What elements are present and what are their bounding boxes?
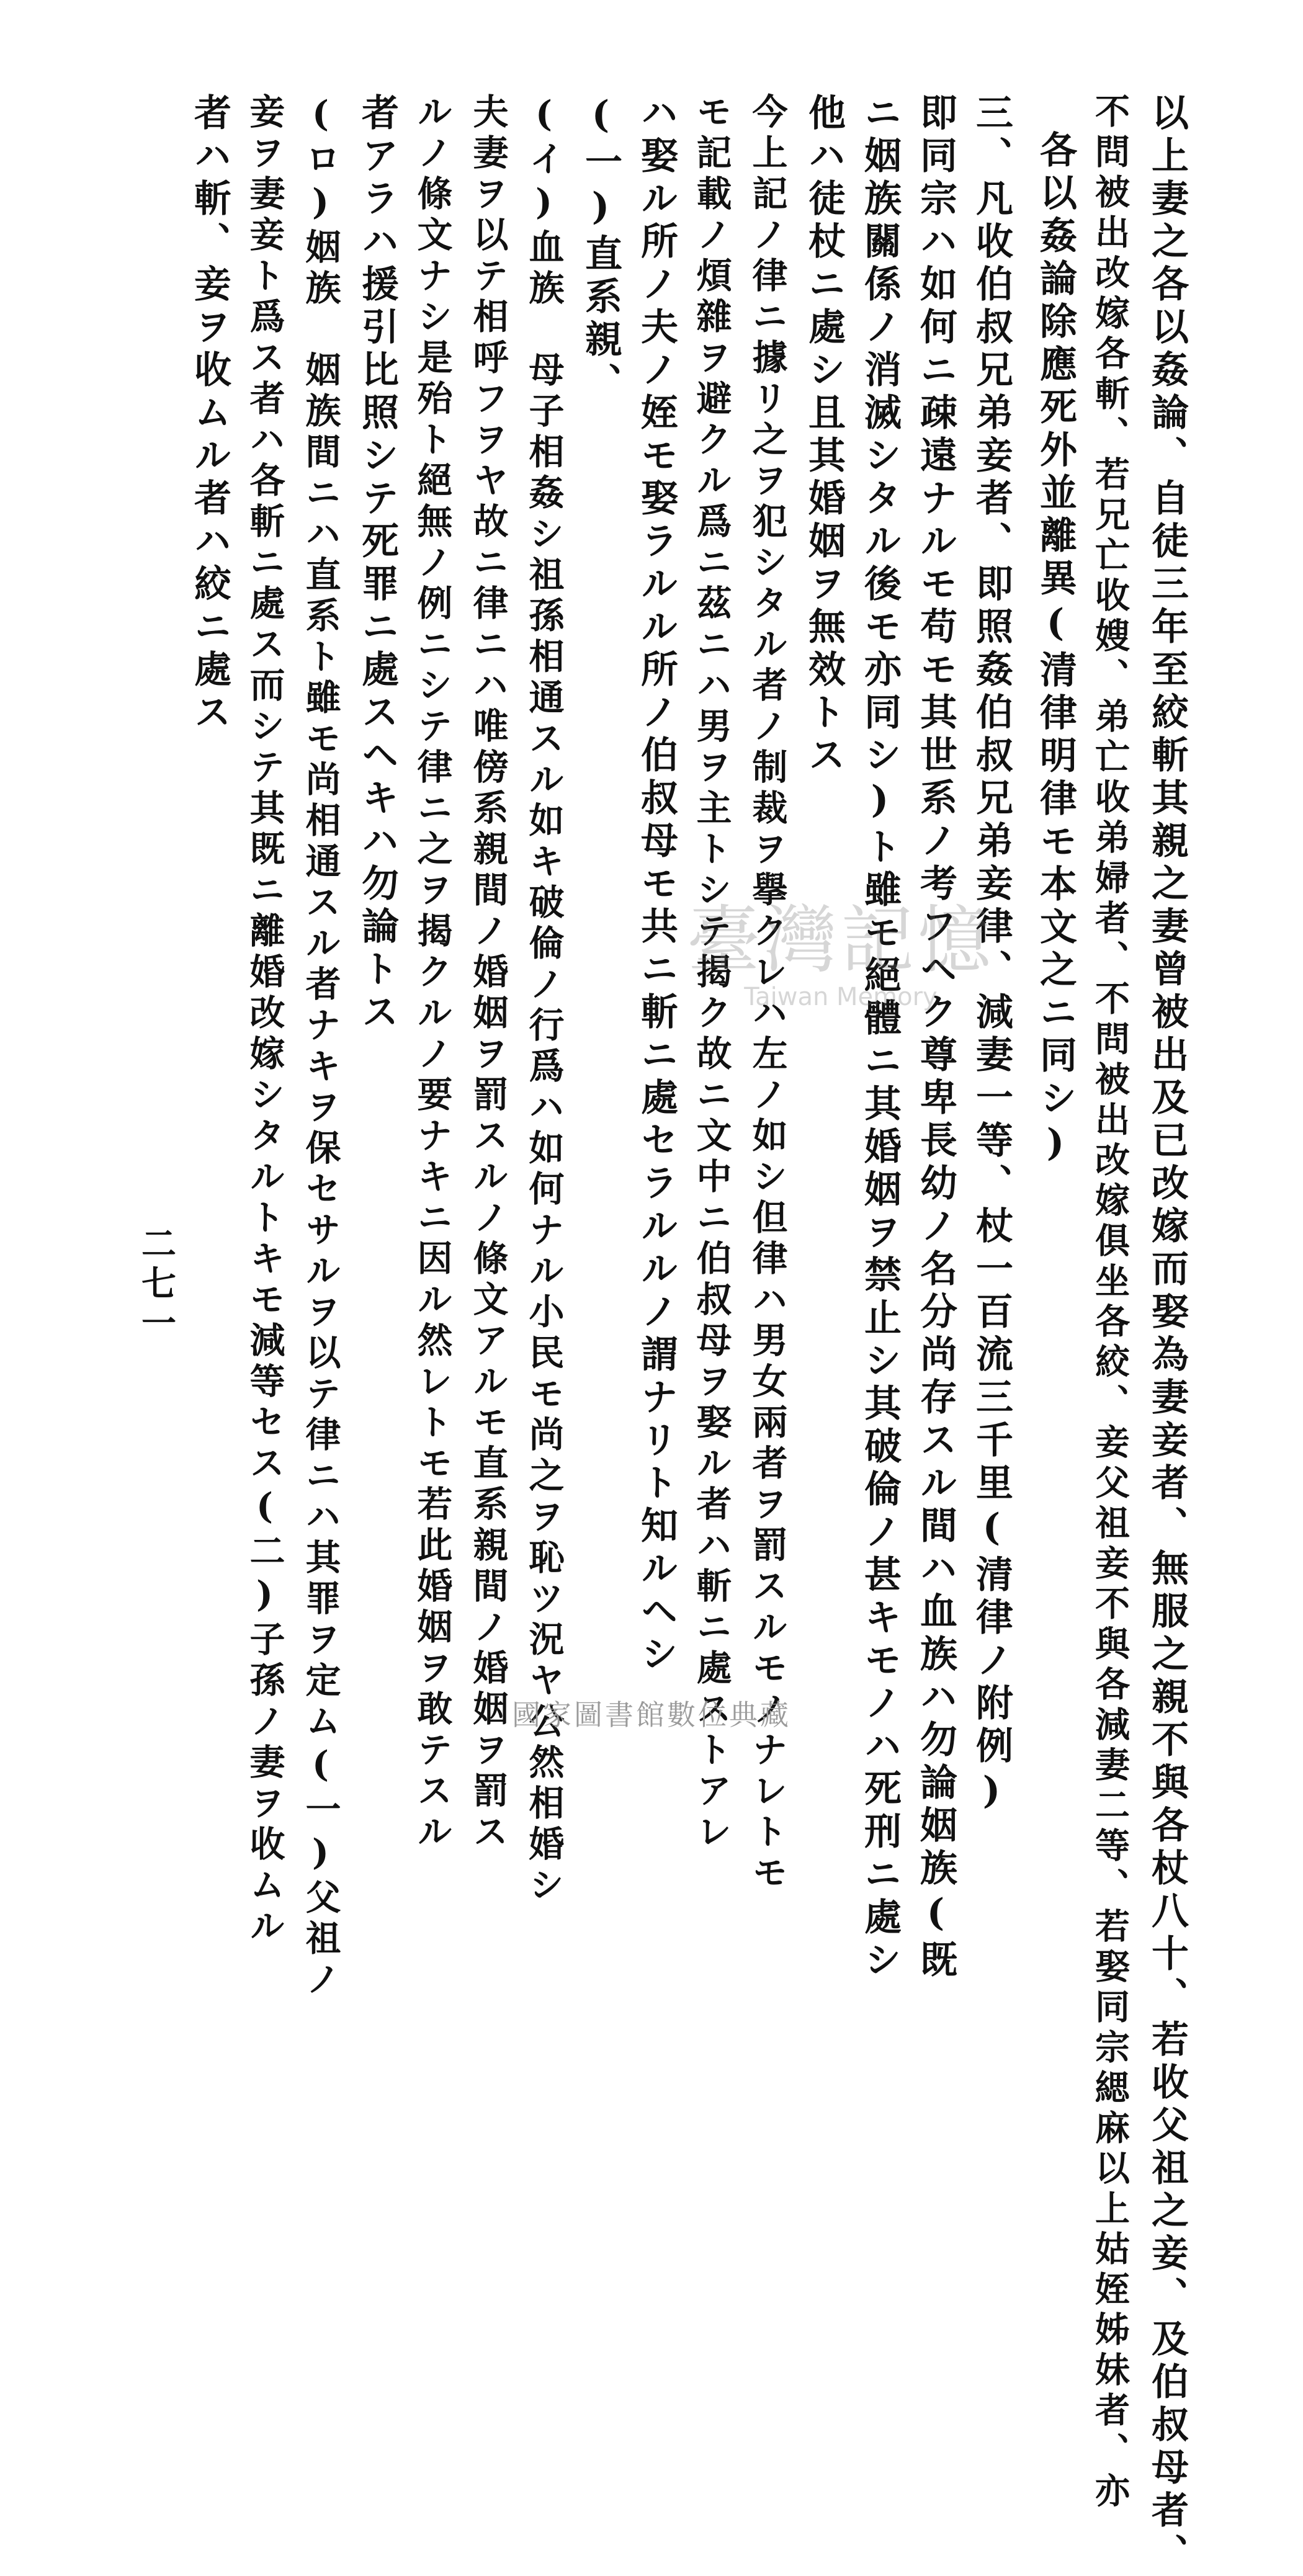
text-column-16: (ロ)姻族 姻族間ニハ直系ト雖モ尚相通スル者ナキヲ保セサルヲ以テ律ニハ其罪ヲ定ム(一)父祖ノ xyxy=(300,93,341,2001)
footer-credit: 國家圖書館數位典藏 xyxy=(512,1698,791,1732)
watermark-text-en: Taiwan Memory xyxy=(744,983,938,1011)
text-column-11: (一)直系親、 xyxy=(579,93,622,405)
text-column-1: 以上妻之各以姦論、自徒三年至絞斬其親之妻曾被出及已改嫁而娶為妻妾者、無服之親不與各杖八十、若收父祖之妾、及伯叔母者、 xyxy=(1145,93,1189,2576)
text-column-5: 即同宗ハ如何ニ疎遠ナルモ苟モ其世系ノ考フヘク尊卑長幼ノ名分尚存スル間ハ血族ハ勿論姻族(既 xyxy=(914,93,957,1983)
text-column-8: 今上記ノ律ニ據リ之ヲ犯シタル者ノ制裁ヲ擧クレハ左ノ如シ但律ハ男女兩者ヲ罰スルモノナレトモ xyxy=(746,93,788,1895)
text-column-13: 夫妻ヲ以テ相呼フヲヤ故ニ律ニハ唯傍系親間ノ婚姻ヲ罰スルノ條文アルモ直系親間ノ婚姻ヲ罰ス xyxy=(467,93,509,1854)
text-column-12: (イ)血族 母子相姦シ祖孫相通スル如キ破倫ノ行爲ハ如何ナル小民モ尚之ヲ恥ツ況ヤ公然相婚シ xyxy=(523,93,565,1907)
text-column-4: 三、凡收伯叔兄弟妾者、即照姦伯叔兄弟妾律、減妻一等、杖一百流三千里(清律ノ附例) xyxy=(970,93,1013,1818)
text-column-2: 不問被出改嫁各斬、若兄亡收嫂、弟亡收弟婦者、不問被出改嫁俱坐各絞、妾父祖妾不與各減妻二等、若娶同宗緦麻以上姑姪姊妹者、亦 xyxy=(1090,93,1131,2513)
text-column-10: ハ娶ル所ノ夫ノ姪モ娶ラルル所ノ伯叔母モ共ニ斬ニ處セラルルノ謂ナリト知ルヘシ xyxy=(635,93,678,1677)
text-column-15: 者アラハ援引比照シテ死罪ニ處スヘキハ勿論トス xyxy=(356,93,399,1035)
text-column-17: 妾ヲ妻妾ト爲ス者ハ各斬ニ處ス而シテ其既ニ離婚改嫁シタルトキモ減等セス(二)子孫ノ妻ヲ收ムル xyxy=(244,93,285,1948)
watermark-logo xyxy=(667,881,1014,1011)
text-column-9: モ記載ノ煩雜ヲ避クル爲ニ茲ニハ男ヲ主トシテ揭ク故ニ文中ニ伯叔母ヲ娶ル者ハ斬ニ處ストアレ xyxy=(691,93,732,1854)
text-column-3: 各以姦論除應死外並離異(清律明律モ本文之ニ同シ) xyxy=(1034,130,1077,1170)
text-column-14: ルノ條文ナシ是殆ト絕無ノ例ニシテ律ニ之ヲ揭クルノ要ナキニ因ル然レトモ若此婚姻ヲ敢テスル xyxy=(411,93,453,1854)
text-column-18: 者ハ斬、妾ヲ收ムル者ハ絞ニ處ス xyxy=(188,93,231,735)
page-number: 二七一 xyxy=(136,1225,177,1344)
watermark-text-cn: 臺灣記憶 xyxy=(686,897,995,983)
text-column-6: ニ姻族關係ノ消滅シタル後モ亦同シ)ト雖モ絕體ニ其婚姻ヲ禁止シ其破倫ノ甚キモノハ死刑ニ處シ xyxy=(858,93,902,1983)
text-column-7: 他ハ徒杖ニ處シ且其婚姻ヲ無效トス xyxy=(802,93,846,778)
